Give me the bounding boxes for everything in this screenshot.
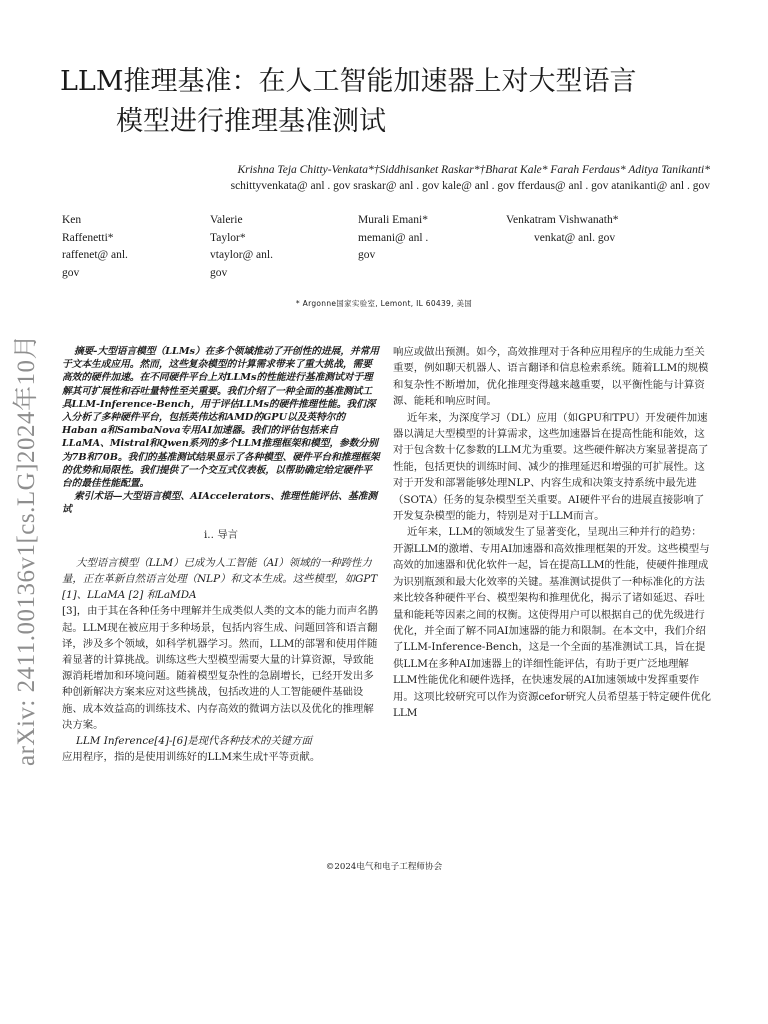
right-paragraph-3: 近年来，LLM的领域发生了显著变化，呈现出三种并行的趋势：开源LLM的激增、专用AI加速器和高效推理框架的开发。这些模型与高效的加速器和优化软件一起，旨在提高LLM的性能，使硬件推理成为识别瓶颈和最大化效率的关键。基准测试提供了一种标准化的方法来比较各种硬件平台、模型架构和推理优化，揭示了诸如延迟、吞吐量和能耗等因素之间的权衡。这使得用户可以根据自己的优先级进行优化，并全面了解不同AI加速器的能力和限制。在本文中，我们介绍了LLM-Inference-Bench，这是一个全面的基准测试工具，旨在提供LLM在多种AI加速器上的详细性能评估，有助于更广泛地理解LLM性能优化和硬件选择，在快速发展的AI加速领域中发挥重要作用。这项比较研究可以作为资源cefor研究人员希望基于特定硬件优化LLM [393, 526, 711, 719]
intro-paragraph-1-continued: [3]，由于其在各种任务中理解并生成类似人类的文本的能力而声名鹊起。LLM现在被应用于多种场景，包括内容生成、问题回答和语言翻译，涉及多个领域，如科学机器学习。然而，LLM的部署和使用伴随着显著的计算挑战。训练这些大型模型需要大量的计算资源，导致能源消耗增加和环境问题。随着模型复杂性的急剧增长，已经开发出多种创新解决方案来应对这些挑战，包括改进的人工智能硬件基础设施、成本效益高的训练技术、内存高效的微调方法以及优化的推理解决方案。 [62, 605, 379, 731]
affiliation: * Argonne国家实验室, Lemont, IL 60439, 美国 [295, 299, 473, 308]
author-block [140, 162, 710, 194]
author-column-4: Venkatram Vishwanath* venkat@ anl. gov [506, 214, 619, 244]
section-heading-introduction: i.. 导言 [203, 528, 238, 541]
copyright-notice: ©2024电气和电子工程师协会 [325, 862, 443, 872]
intro-paragraph-1 [62, 555, 380, 604]
paper-title [60, 62, 710, 142]
intro-paragraph-2-continued: 应用程序，指的是使用训练好的LLM来生成†平等贡献。 [62, 751, 321, 764]
author-names: Krishna Teja Chitty-Venkata*†Siddhisanket Raskar*†Bharat Kale* Farah Ferdaus* Aditya Tanikanti* [237, 164, 710, 176]
abstract: 摘要-大型语言模型（LLMs）在多个领域推动了开创性的进展，并常用于文本生成应用。然而，这些复杂模型的计算需求带来了重大挑战，需要高效的硬件加速。在不同硬件平台上对LLMs的性能进行基准测试对于理解其可扩展性和吞吐量特性至关重要。我们介绍了一种全面的基准测试工具LLM-Inference-Bench，用于评估LLMs的硬件推理性能。我们深入分析了多种硬件平台，包括英伟达和AMD的GPU以及英特尔的Haban a和SambaNova专用AI加速器。我们的评估包括来自LLaMA、Mistral和Qwen系列的多个LLM推理框架和模型，参数分别为7B和70B。我们的基准测试结果显示了各种模型、硬件平台和推理框架的优势和局限性。我们提供了一个交互式仪表板，以帮助确定给定硬件平台的最佳性能配置。 [62, 346, 380, 490]
index-terms: 索引术语—大型语言模型、AIAccelerators、推理性能评估、基准测试 [62, 491, 378, 516]
author-column-2: Valerie Taylor* vtaylor@ anl. gov [210, 214, 273, 279]
right-column [393, 344, 711, 721]
author-column-1: Ken Raffenetti* raffenet@ anl. gov [62, 214, 128, 279]
author-column-3: Murali Emani* memani@ anl . gov [358, 214, 429, 261]
intro-paragraph-2-italic: LLM Inference[4]-[6]是现代各种技术的关键方面 [76, 735, 312, 748]
right-paragraph-2: 近年来，为深度学习（DL）应用（如GPU和TPU）开发硬件加速器以满足大型模型的计算需求，这些加速器旨在提高性能和能效，这对于包含数十亿参数的LLM尤为重要。这些硬件解决方案显著提高了性能，包括更快的训练时间、减少的推理延迟和增强的可扩展性。这对于开发和部署能够处理NLP、内容生成和决策支持系统中最先进（SOTA）任务的复杂模型至关重要。AI硬件平台的进展直接影响了开发复杂模型的能力，特别是对于LLM而言。 [393, 411, 709, 523]
left-column [62, 345, 380, 765]
title-line-2: 模型进行推理基准测试 [116, 106, 386, 137]
author-emails: schittyvenkata@ anl . gov sraskar@ anl . gov kale@ anl . gov fferdaus@ anl . gov atanikanti@ anl . gov [230, 180, 710, 192]
intro-paragraph-1-italic: 大型语言模型（LLM）已成为人工智能（AI）领域的一种跨性力量，正在革新自然语言处理（NLP）和文本生成。这些模型，如GPT [1]、LLaMA [2] 和LaMDA [62, 556, 378, 602]
right-paragraph-1: 响应或做出预测。如今，高效推理对于各种应用程序的生成能力至关重要，例如聊天机器人、语言翻译和信息检索系统。随着LLM的规模和复杂性不断增加，优化推理变得越来越重要，以平衡性能与计算资源、能耗和响应时间。 [393, 346, 709, 408]
title-line-1: LLM推理基准：在人工智能加速器上对大型语言 [60, 66, 637, 97]
arxiv-identifier: arXiv: 2411.00136v1[cs.LG]2024年10月 [13, 334, 40, 766]
